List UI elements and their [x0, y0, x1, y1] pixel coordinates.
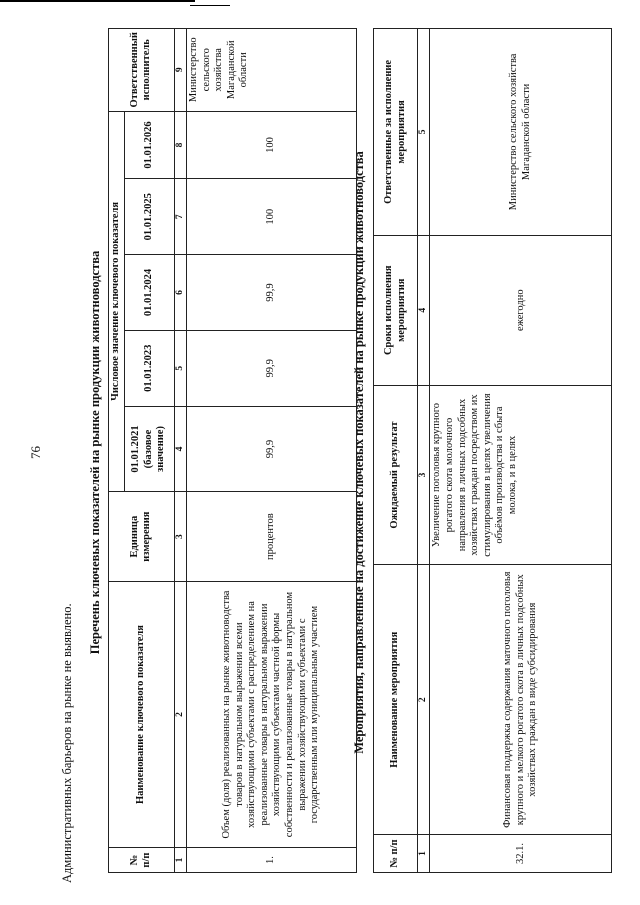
header-date-2024: 01.01.2024 — [124, 255, 174, 331]
column-number: 9 — [174, 29, 186, 112]
column-number: 1 — [174, 848, 186, 873]
measures-table — [373, 28, 612, 873]
header-measure-name: Наименование мероприятия — [374, 565, 418, 835]
column-number: 8 — [174, 111, 186, 179]
row-value-2025: 100 — [186, 179, 356, 255]
column-number: 3 — [174, 492, 186, 582]
header-num: № п/п — [374, 835, 418, 873]
row-value-2021: 99,9 — [186, 406, 356, 492]
no-barriers-note: Административных барьеров на рынке не выявлено. — [60, 603, 74, 883]
row-value-2026: 100 — [186, 111, 356, 179]
table1-title: Перечень ключевых показателей на рынке продукции животноводства — [88, 250, 102, 655]
header-responsible: Ответственный исполнитель — [109, 29, 175, 112]
header-date-2021: 01.01.2021 (базовое значение) — [124, 406, 174, 492]
column-number: 4 — [418, 235, 430, 385]
column-number: 2 — [174, 581, 186, 847]
header-term: Сроки исполнения мероприятия — [374, 235, 418, 385]
column-number: 5 — [418, 29, 430, 236]
key-indicators-table — [108, 28, 357, 873]
row-term: ежегодно — [430, 235, 612, 385]
header-expected-result: Ожидаемый результат — [374, 385, 418, 565]
row-num: 1. — [186, 848, 356, 873]
table-row — [430, 29, 612, 873]
column-number: 4 — [174, 406, 186, 492]
row-responsible: Министерство сельского хозяйства Магаданской области — [186, 29, 356, 112]
header-num: № п/п — [109, 848, 175, 873]
column-number: 5 — [174, 330, 186, 406]
table2-title: Мероприятия, направленные на достижение ключевых показателей на рынке продукции животноводства — [352, 151, 366, 754]
row-num: 32.1. — [430, 835, 612, 873]
header-responsible: Ответственные за исполнение мероприятия — [374, 29, 418, 236]
column-number: 3 — [418, 385, 430, 565]
header-date-2023: 01.01.2023 — [124, 330, 174, 406]
column-number: 2 — [418, 565, 430, 835]
column-number: 6 — [174, 255, 186, 331]
table-row — [186, 29, 356, 873]
row-value-2023: 99,9 — [186, 330, 356, 406]
header-indicator-name: Наименование ключевого показателя — [109, 581, 175, 847]
column-number: 7 — [174, 179, 186, 255]
row-responsible: Министерство сельского хозяйства Магаданской области — [430, 29, 612, 236]
row-unit: процентов — [186, 492, 356, 582]
row-indicator-name: Объем (доля) реализованных на рынке животноводства товаров в натуральном выражении всеми хозяйствующими субъектами с распределением на реализованные товары в натуральном выражении хозяйствующими субъектами частной формы собственности и реализованные товары в натуральном выражении хозяйствующими субъектами с государственным или муниципальным участием — [186, 581, 356, 847]
row-expected-result: Увеличение поголовья крупного рогатого скота молочного направления в личных подсобных хозяйствах граждан посредством их стимулирования в целях увеличения объёмов производства и сбыта молока, и в целях — [430, 385, 612, 565]
column-number: 1 — [418, 835, 430, 873]
page-number: 76 — [28, 446, 43, 459]
row-measure-name: Финансовая поддержка содержания маточного поголовья крупного и мелкого рогатого скота в личных подсобных хозяйствах граждан в виде субсидирования — [430, 565, 612, 835]
header-value-group: Числовое значение ключевого показателя — [109, 111, 125, 492]
row-value-2024: 99,9 — [186, 255, 356, 331]
header-date-2026: 01.01.2026 — [124, 111, 174, 179]
header-date-2025: 01.01.2025 — [124, 179, 174, 255]
header-unit: Единица измерения — [109, 492, 175, 582]
